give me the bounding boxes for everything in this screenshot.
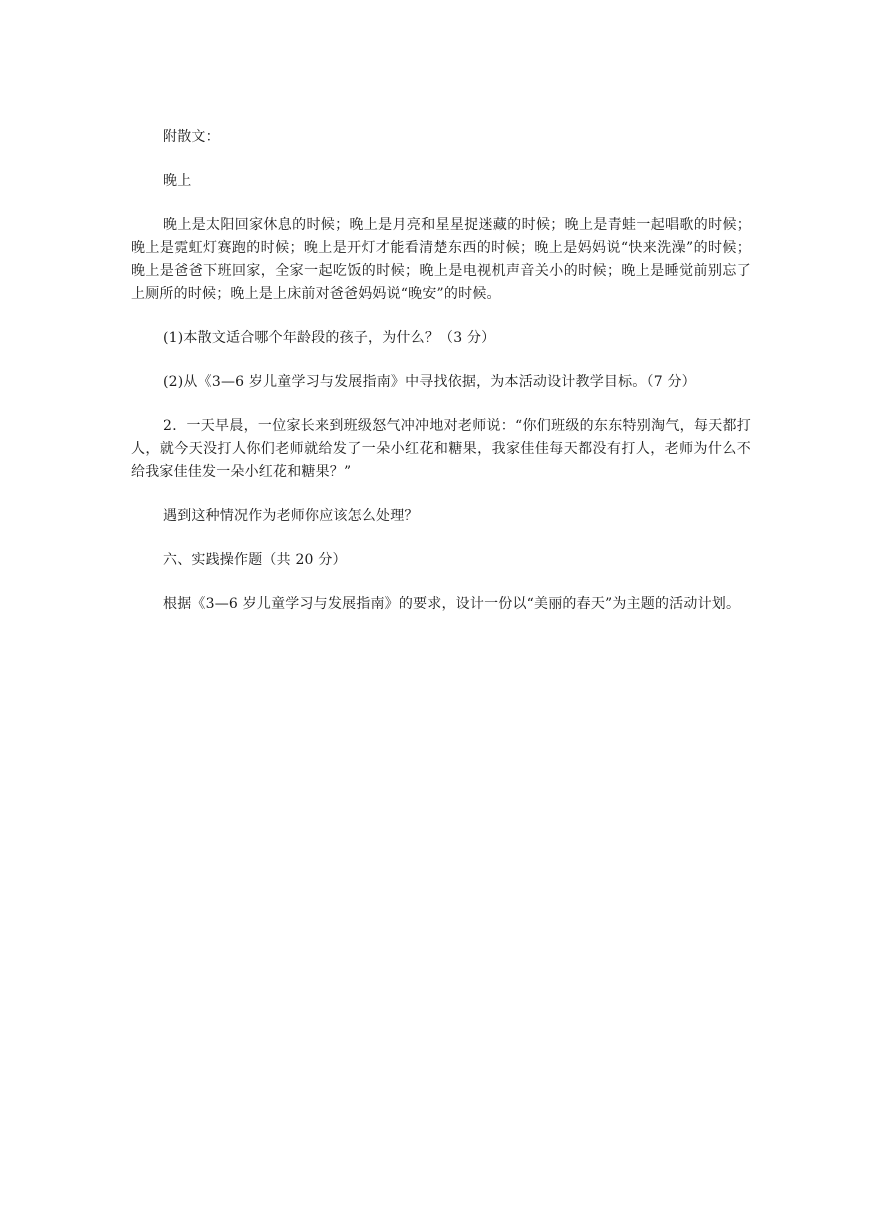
appendix-label: 附散文：: [163, 129, 220, 145]
essay-title: 晚上: [163, 173, 192, 189]
document-content: [131, 126, 751, 637]
section-6-task: 根据《3—6 岁儿童学习与发展指南》的要求，设计一份以“美丽的春天”为主题的活动计划。: [163, 596, 741, 612]
question-1-2: (2)从《3—6 岁儿童学习与发展指南》中寻找依据，为本活动设计教学目标。（7 分）: [163, 374, 696, 390]
essay-body: 晚上是太阳回家休息的时候；晚上是月亮和星星捉迷藏的时候；晚上是青蛙一起唱歌的时候；晚上是霓虹灯赛跑的时候；晚上是开灯才能看清楚东西的时候；晚上是妈妈说“快来洗澡”的时候；晚上是爸爸下班回家，全家一起吃饭的时候；晚上是电视机声音关小的时候；晚上是睡觉前别忘了上厕所的时候；晚上是上床前对爸爸妈妈说“晚安”的时候。: [131, 217, 751, 302]
question-1-1: (1)本散文适合哪个年龄段的孩子，为什么？（3 分）: [163, 330, 496, 346]
section-6-heading: 六、实践操作题（共 20 分）: [163, 552, 347, 568]
question-2-prompt: 遇到这种情况作为老师你应该怎么处理？: [163, 508, 419, 524]
question-2: 2．一天早晨，一位家长来到班级怒气冲冲地对老师说：“你们班级的东东特别淘气，每天都打人，就今天没打人你们老师就给发了一朵小红花和糖果，我家佳佳每天都没有打人，老师为什么不给我家佳佳发一朵小红花和糖果？”: [131, 418, 751, 480]
